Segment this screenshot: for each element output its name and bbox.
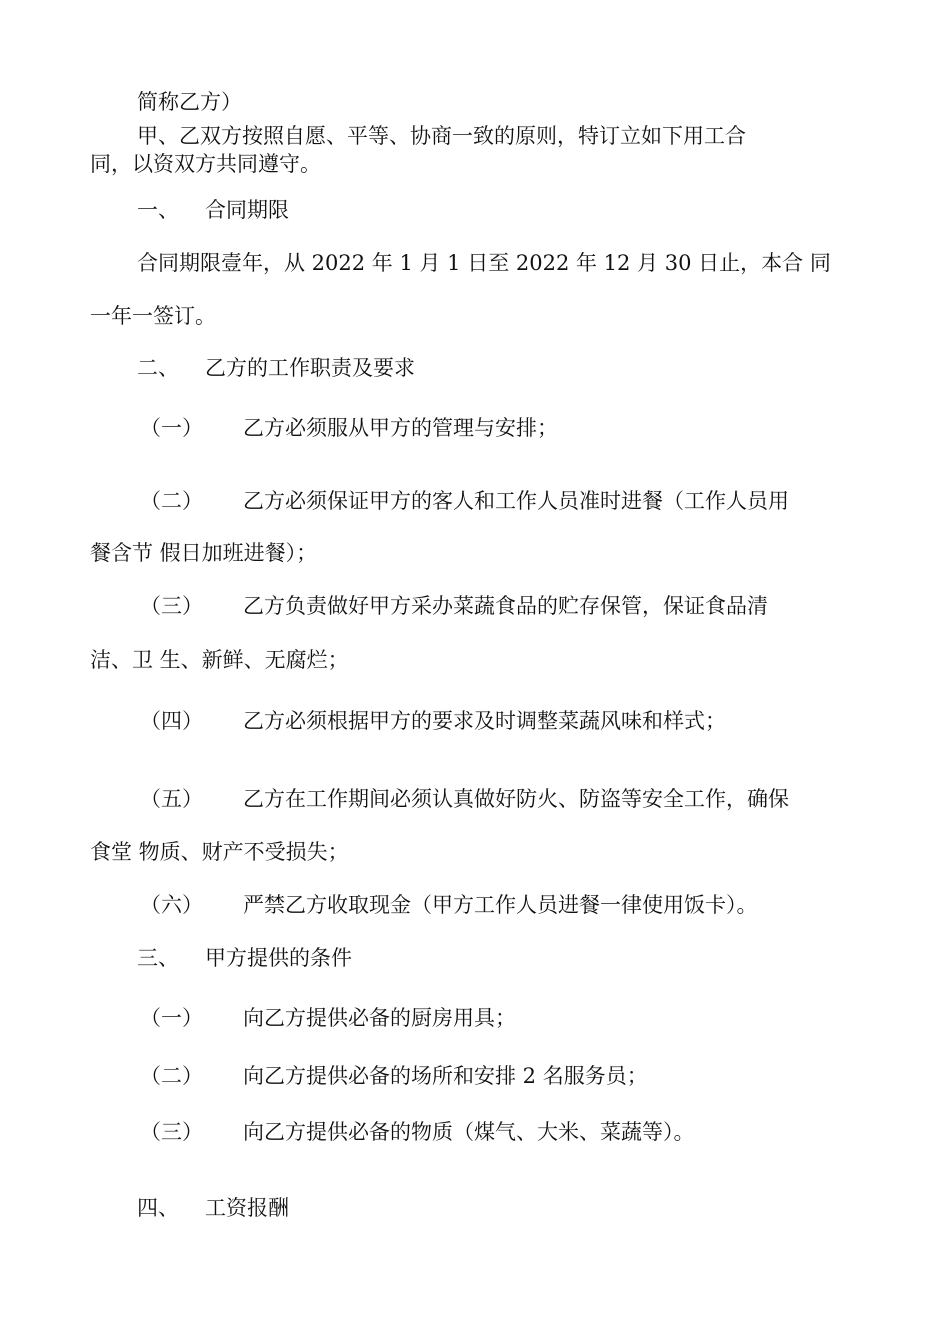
clause-2-2 xyxy=(140,487,789,515)
clause-text: 餐含节 假日加班进餐）； xyxy=(90,541,318,565)
intro-paragraph-line-1 xyxy=(137,122,746,150)
clause-2-3-continuation xyxy=(90,646,349,674)
clause-number: （三） xyxy=(140,594,203,618)
clause-number: （五） xyxy=(140,787,203,811)
clause-text: 乙方必须服从甲方的管理与安排； xyxy=(243,416,558,440)
clause-2-6 xyxy=(140,891,758,919)
section-title: 甲方提供的条件 xyxy=(205,946,352,970)
section-1-paragraph-line-1 xyxy=(137,249,831,277)
intro-paragraph-text: 同，以资双方共同遵守。 xyxy=(90,152,321,176)
clause-2-4 xyxy=(140,707,726,735)
section-heading-2 xyxy=(137,354,415,382)
clause-text: 洁、卫 生、新鲜、无腐烂； xyxy=(90,648,349,672)
clause-3-1 xyxy=(140,1004,516,1032)
paragraph-text: 一年一签订。 xyxy=(90,304,216,328)
section-heading-1 xyxy=(137,196,289,224)
intro-continuation xyxy=(137,88,242,116)
clause-text: 乙方必须根据甲方的要求及时调整菜蔬风味和样式； xyxy=(243,709,726,733)
clause-text: 向乙方提供必备的物质（煤气、大米、菜蔬等）。 xyxy=(243,1120,695,1144)
section-heading-4 xyxy=(137,1194,289,1222)
clause-text: 向乙方提供必备的场所和安排 2 名服务员； xyxy=(243,1064,648,1088)
clause-2-5 xyxy=(140,785,789,813)
clause-text: 乙方必须保证甲方的客人和工作人员准时进餐（工作人员用 xyxy=(243,489,789,513)
clause-number: （二） xyxy=(140,489,203,513)
section-number: 四、 xyxy=(137,1196,179,1220)
clause-text: 食堂 物质、财产不受损失； xyxy=(90,840,349,864)
intro-paragraph-line-2 xyxy=(90,150,321,178)
clause-text: 乙方在工作期间必须认真做好防火、防盗等安全工作，确保 xyxy=(243,787,789,811)
clause-text: 向乙方提供必备的厨房用具； xyxy=(243,1006,516,1030)
intro-paragraph-text: 甲、乙双方按照自愿、平等、协商一致的原则，特订立如下用工合 xyxy=(137,124,746,148)
section-title: 合同期限 xyxy=(205,198,289,222)
intro-continuation-text: 简称乙方） xyxy=(137,90,242,114)
section-number: 三、 xyxy=(137,946,179,970)
paragraph-text: 合同期限壹年，从 2022 年 1 月 1 日至 2022 年 12 月 30 日止，本合 同 xyxy=(137,251,831,275)
clause-number: （一） xyxy=(140,1006,203,1030)
section-number: 一、 xyxy=(137,198,179,222)
clause-text: 严禁乙方收取现金（甲方工作人员进餐一律使用饭卡）。 xyxy=(243,893,758,917)
clause-number: （六） xyxy=(140,893,203,917)
section-1-paragraph-line-2 xyxy=(90,302,216,330)
section-title: 乙方的工作职责及要求 xyxy=(205,356,415,380)
clause-number: （四） xyxy=(140,709,203,733)
clause-number: （二） xyxy=(140,1064,203,1088)
clause-2-5-continuation xyxy=(90,838,349,866)
clause-number: （三） xyxy=(140,1120,203,1144)
clause-3-3 xyxy=(140,1118,695,1146)
section-number: 二、 xyxy=(137,356,179,380)
clause-2-3 xyxy=(140,592,768,620)
clause-number: （一） xyxy=(140,416,203,440)
section-title: 工资报酬 xyxy=(205,1196,289,1220)
clause-text: 乙方负责做好甲方采办菜蔬食品的贮存保管，保证食品清 xyxy=(243,594,768,618)
clause-2-2-continuation xyxy=(90,539,317,567)
section-heading-3 xyxy=(137,944,352,972)
clause-2-1 xyxy=(140,414,558,442)
clause-3-2 xyxy=(140,1062,648,1090)
